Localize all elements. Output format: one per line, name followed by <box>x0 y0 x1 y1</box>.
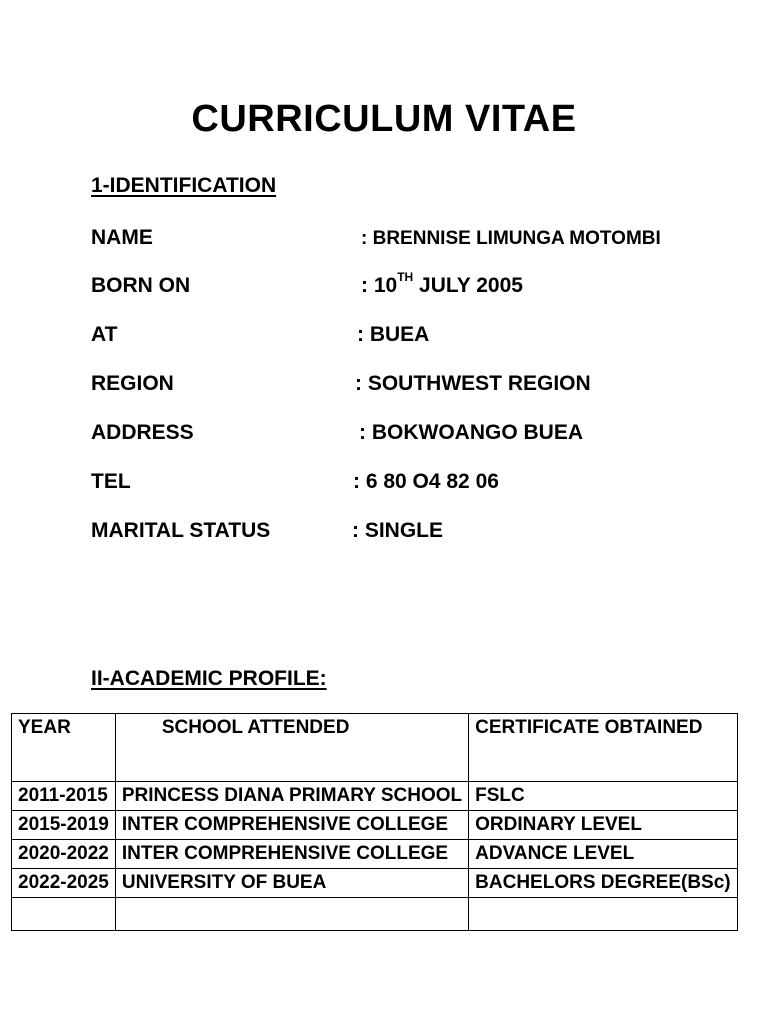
cell-school: UNIVERSITY OF BUEA <box>115 869 468 898</box>
academic-heading: II-ACADEMIC PROFILE: <box>91 667 327 690</box>
field-value: : 6 80 O4 82 06 <box>353 470 499 493</box>
cell-year: 2015-2019 <box>12 811 116 840</box>
cell-year: 2020-2022 <box>12 840 116 869</box>
field-label: REGION <box>91 372 174 395</box>
field-value: : BRENNISE LIMUNGA MOTOMBI <box>361 228 661 249</box>
column-header-certificate: CERTIFICATE OBTAINED <box>469 714 737 782</box>
table-header-row <box>12 714 738 782</box>
field-value: : SOUTHWEST REGION <box>355 372 591 395</box>
cell-certificate: ADVANCE LEVEL <box>469 840 737 869</box>
cell-certificate: FSLC <box>469 782 737 811</box>
field-value: : BUEA <box>357 323 430 346</box>
date-day: : 10 <box>361 274 398 297</box>
field-value: : BOKWOANGO BUEA <box>359 421 583 444</box>
column-header-school: SCHOOL ATTENDED <box>115 714 468 782</box>
cell-certificate: BACHELORS DEGREE(BSc) <box>469 869 737 898</box>
field-label: BORN ON <box>91 274 191 297</box>
table-row <box>12 869 738 898</box>
date-month-year: JULY 2005 <box>413 274 523 297</box>
field-label: TEL <box>91 470 131 493</box>
table-row-empty <box>12 898 738 931</box>
cell-certificate <box>469 898 737 931</box>
cell-school: PRINCESS DIANA PRIMARY SCHOOL <box>115 782 468 811</box>
table-row <box>12 782 738 811</box>
academic-table <box>11 713 738 931</box>
cell-school <box>115 898 468 931</box>
field-value: : SINGLE <box>352 519 444 542</box>
field-address <box>91 421 731 449</box>
field-tel <box>91 470 731 498</box>
field-marital-status <box>91 519 731 547</box>
cell-year: 2011-2015 <box>12 782 116 811</box>
field-at <box>91 323 731 351</box>
cell-school: INTER COMPREHENSIVE COLLEGE <box>115 811 468 840</box>
cell-school: INTER COMPREHENSIVE COLLEGE <box>115 840 468 869</box>
identification-heading: 1-IDENTIFICATION <box>91 174 277 197</box>
cell-year: 2022-2025 <box>12 869 116 898</box>
field-value <box>361 270 523 298</box>
date-ordinal-suffix: TH <box>397 270 414 284</box>
table-row <box>12 811 738 840</box>
field-region <box>91 372 731 400</box>
page-title: CURRICULUM VITAE <box>191 98 577 140</box>
field-label: ADDRESS <box>91 421 194 444</box>
field-born-on <box>91 270 731 302</box>
column-header-year: YEAR <box>12 714 116 782</box>
cell-year <box>12 898 116 931</box>
table-row <box>12 840 738 869</box>
field-label: AT <box>91 323 118 346</box>
field-name <box>91 226 731 254</box>
field-label: MARITAL STATUS <box>91 519 271 542</box>
field-label: NAME <box>91 226 153 249</box>
cell-certificate: ORDINARY LEVEL <box>469 811 737 840</box>
